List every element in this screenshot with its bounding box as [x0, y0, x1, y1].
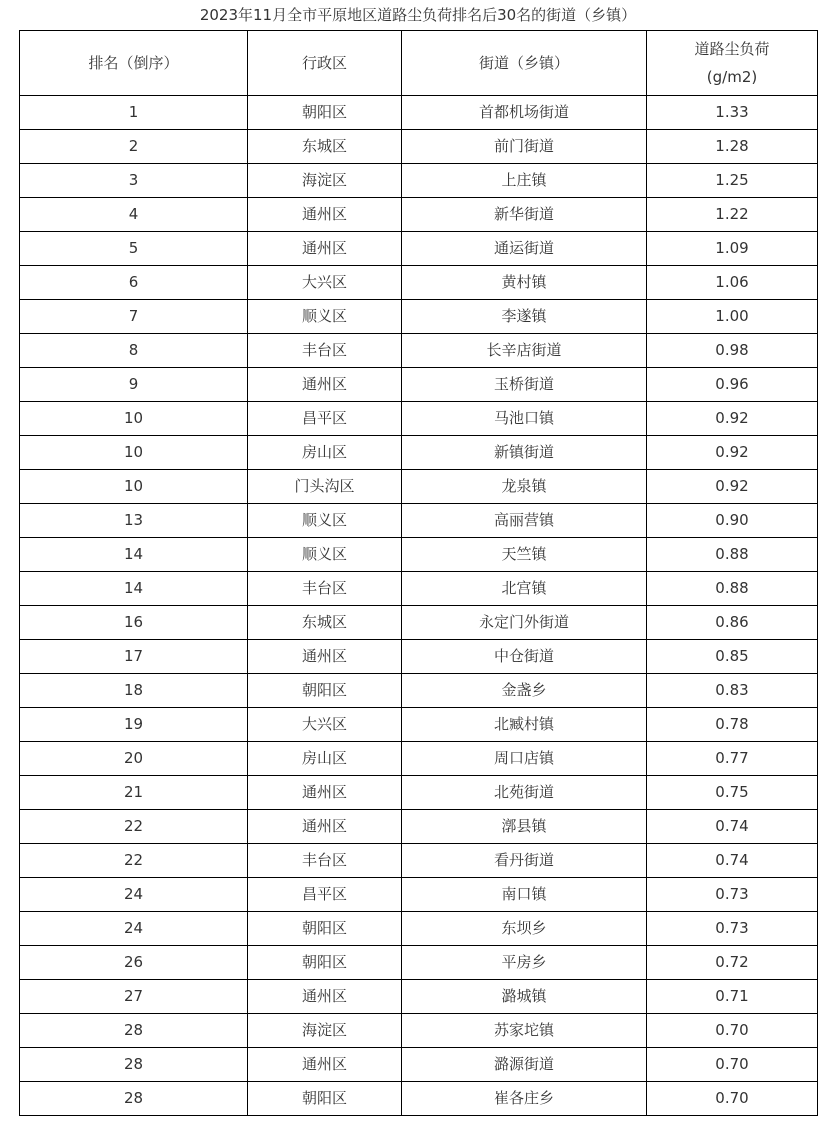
cell-street: 长辛店街道	[402, 334, 647, 368]
cell-district: 通州区	[248, 232, 402, 266]
cell-district: 海淀区	[248, 164, 402, 198]
table-row	[20, 266, 818, 300]
header-load-label: 道路尘负荷	[694, 40, 770, 58]
cell-street: 中仓街道	[402, 640, 647, 674]
cell-road-dust-load: 0.70	[647, 1082, 818, 1116]
table-row	[20, 572, 818, 606]
cell-rank: 5	[20, 232, 248, 266]
cell-rank: 1	[20, 96, 248, 130]
cell-rank: 27	[20, 980, 248, 1014]
cell-rank: 26	[20, 946, 248, 980]
cell-street: 首都机场街道	[402, 96, 647, 130]
table-row	[20, 232, 818, 266]
cell-road-dust-load: 0.90	[647, 504, 818, 538]
cell-road-dust-load: 0.86	[647, 606, 818, 640]
cell-rank: 8	[20, 334, 248, 368]
cell-rank: 10	[20, 436, 248, 470]
cell-rank: 20	[20, 742, 248, 776]
cell-street: 前门街道	[402, 130, 647, 164]
header-row	[20, 31, 818, 96]
cell-road-dust-load: 0.85	[647, 640, 818, 674]
cell-rank: 28	[20, 1082, 248, 1116]
cell-road-dust-load: 1.28	[647, 130, 818, 164]
cell-district: 顺义区	[248, 538, 402, 572]
cell-district: 丰台区	[248, 334, 402, 368]
cell-street: 金盏乡	[402, 674, 647, 708]
table-row	[20, 538, 818, 572]
cell-district: 东城区	[248, 606, 402, 640]
cell-street: 漷县镇	[402, 810, 647, 844]
cell-street: 上庄镇	[402, 164, 647, 198]
cell-district: 通州区	[248, 368, 402, 402]
cell-rank: 13	[20, 504, 248, 538]
cell-district: 东城区	[248, 130, 402, 164]
cell-street: 玉桥街道	[402, 368, 647, 402]
table-row	[20, 198, 818, 232]
cell-district: 朝阳区	[248, 946, 402, 980]
cell-district: 通州区	[248, 1048, 402, 1082]
cell-rank: 14	[20, 572, 248, 606]
table-row	[20, 844, 818, 878]
table-row	[20, 1048, 818, 1082]
cell-road-dust-load: 0.77	[647, 742, 818, 776]
cell-rank: 18	[20, 674, 248, 708]
table-row	[20, 606, 818, 640]
table-row	[20, 946, 818, 980]
cell-rank: 9	[20, 368, 248, 402]
cell-road-dust-load: 0.96	[647, 368, 818, 402]
cell-district: 通州区	[248, 980, 402, 1014]
cell-district: 丰台区	[248, 572, 402, 606]
table-title: 2023年11月全市平原地区道路尘负荷排名后30名的街道（乡镇）	[199, 6, 637, 24]
cell-district: 房山区	[248, 436, 402, 470]
cell-district: 通州区	[248, 198, 402, 232]
cell-road-dust-load: 0.78	[647, 708, 818, 742]
header-road-dust-load	[647, 31, 818, 96]
cell-rank: 21	[20, 776, 248, 810]
cell-road-dust-load: 0.88	[647, 538, 818, 572]
cell-rank: 28	[20, 1014, 248, 1048]
cell-road-dust-load: 0.73	[647, 912, 818, 946]
cell-road-dust-load: 0.70	[647, 1048, 818, 1082]
cell-rank: 24	[20, 912, 248, 946]
table-row	[20, 470, 818, 504]
cell-street: 看丹街道	[402, 844, 647, 878]
cell-road-dust-load: 0.70	[647, 1014, 818, 1048]
table-row	[20, 810, 818, 844]
table-row	[20, 334, 818, 368]
cell-road-dust-load: 0.74	[647, 844, 818, 878]
cell-rank: 2	[20, 130, 248, 164]
cell-street: 高丽营镇	[402, 504, 647, 538]
table-row	[20, 402, 818, 436]
cell-district: 朝阳区	[248, 912, 402, 946]
table-row	[20, 742, 818, 776]
cell-rank: 10	[20, 402, 248, 436]
cell-road-dust-load: 0.88	[647, 572, 818, 606]
cell-road-dust-load: 1.09	[647, 232, 818, 266]
cell-district: 朝阳区	[248, 96, 402, 130]
header-rank: 排名（倒序）	[20, 31, 248, 96]
table-row	[20, 708, 818, 742]
cell-road-dust-load: 1.25	[647, 164, 818, 198]
cell-street: 南口镇	[402, 878, 647, 912]
cell-road-dust-load: 0.74	[647, 810, 818, 844]
cell-road-dust-load: 0.92	[647, 470, 818, 504]
table-row	[20, 674, 818, 708]
cell-rank: 28	[20, 1048, 248, 1082]
cell-street: 崔各庄乡	[402, 1082, 647, 1116]
cell-district: 大兴区	[248, 708, 402, 742]
cell-rank: 22	[20, 844, 248, 878]
cell-district: 丰台区	[248, 844, 402, 878]
cell-rank: 16	[20, 606, 248, 640]
cell-rank: 17	[20, 640, 248, 674]
cell-street: 天竺镇	[402, 538, 647, 572]
table-row	[20, 164, 818, 198]
cell-district: 昌平区	[248, 402, 402, 436]
cell-street: 北苑街道	[402, 776, 647, 810]
cell-road-dust-load: 0.92	[647, 436, 818, 470]
cell-district: 昌平区	[248, 878, 402, 912]
cell-district: 通州区	[248, 776, 402, 810]
table-row	[20, 980, 818, 1014]
cell-road-dust-load: 0.92	[647, 402, 818, 436]
cell-street: 新镇街道	[402, 436, 647, 470]
cell-road-dust-load: 0.72	[647, 946, 818, 980]
cell-rank: 14	[20, 538, 248, 572]
table-row	[20, 300, 818, 334]
table-body	[20, 96, 818, 1116]
cell-road-dust-load: 0.98	[647, 334, 818, 368]
cell-district: 通州区	[248, 810, 402, 844]
cell-rank: 10	[20, 470, 248, 504]
table-row	[20, 878, 818, 912]
table-row	[20, 776, 818, 810]
cell-district: 门头沟区	[248, 470, 402, 504]
cell-street: 东坝乡	[402, 912, 647, 946]
cell-street: 黄村镇	[402, 266, 647, 300]
cell-district: 顺义区	[248, 504, 402, 538]
table-row	[20, 640, 818, 674]
cell-district: 大兴区	[248, 266, 402, 300]
cell-street: 李遂镇	[402, 300, 647, 334]
cell-street: 新华街道	[402, 198, 647, 232]
cell-street: 龙泉镇	[402, 470, 647, 504]
cell-street: 苏家坨镇	[402, 1014, 647, 1048]
cell-street: 潞源街道	[402, 1048, 647, 1082]
cell-rank: 22	[20, 810, 248, 844]
table-header	[20, 31, 818, 96]
cell-rank: 6	[20, 266, 248, 300]
cell-rank: 4	[20, 198, 248, 232]
header-district: 行政区	[248, 31, 402, 96]
cell-road-dust-load: 0.73	[647, 878, 818, 912]
cell-road-dust-load: 0.71	[647, 980, 818, 1014]
cell-street: 北宫镇	[402, 572, 647, 606]
table-row	[20, 96, 818, 130]
cell-street: 平房乡	[402, 946, 647, 980]
cell-street: 潞城镇	[402, 980, 647, 1014]
cell-road-dust-load: 0.75	[647, 776, 818, 810]
dust-load-ranking-table	[19, 30, 818, 1116]
cell-district: 通州区	[248, 640, 402, 674]
cell-district: 房山区	[248, 742, 402, 776]
table-row	[20, 1014, 818, 1048]
cell-road-dust-load: 1.33	[647, 96, 818, 130]
cell-road-dust-load: 1.00	[647, 300, 818, 334]
cell-rank: 3	[20, 164, 248, 198]
table-row	[20, 368, 818, 402]
cell-street: 北臧村镇	[402, 708, 647, 742]
header-street: 街道（乡镇）	[402, 31, 647, 96]
table-row	[20, 912, 818, 946]
cell-district: 海淀区	[248, 1014, 402, 1048]
cell-district: 朝阳区	[248, 1082, 402, 1116]
cell-street: 周口店镇	[402, 742, 647, 776]
cell-road-dust-load: 1.22	[647, 198, 818, 232]
header-load-unit: (g/m2)	[706, 68, 758, 86]
table-row	[20, 130, 818, 164]
cell-rank: 24	[20, 878, 248, 912]
table-row	[20, 504, 818, 538]
cell-street: 永定门外街道	[402, 606, 647, 640]
cell-road-dust-load: 1.06	[647, 266, 818, 300]
cell-rank: 19	[20, 708, 248, 742]
table-row	[20, 436, 818, 470]
cell-street: 通运街道	[402, 232, 647, 266]
table-row	[20, 1082, 818, 1116]
cell-district: 顺义区	[248, 300, 402, 334]
cell-district: 朝阳区	[248, 674, 402, 708]
cell-rank: 7	[20, 300, 248, 334]
cell-road-dust-load: 0.83	[647, 674, 818, 708]
cell-street: 马池口镇	[402, 402, 647, 436]
